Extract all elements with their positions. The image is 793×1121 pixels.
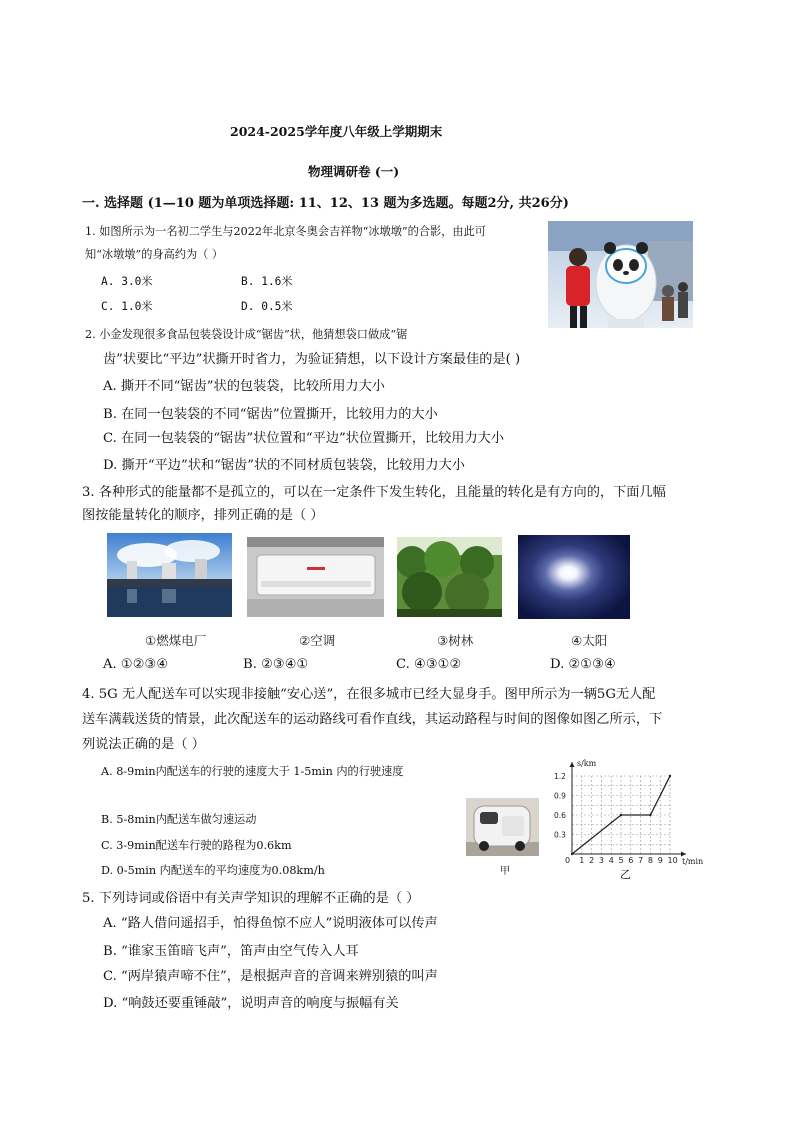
caption-forest: ③树林: [437, 633, 474, 648]
q2-option-c: C. 在同一包装袋的“锯齿”状位置和“平边”状位置撕开，比较用力大小: [103, 431, 505, 446]
x-tick-label: 3: [598, 856, 604, 865]
air-conditioner-photo: [247, 537, 384, 617]
distance-time-chart: [548, 756, 708, 880]
q2-option-d: D. 撕开“平边”状和“锯齿”状的不同材质包装袋，比较用力大小: [103, 458, 465, 473]
q3-option-d: D. ②①③④: [550, 657, 616, 672]
x-tick-label: 9: [657, 856, 663, 865]
q3-line1: 3. 各种形式的能量都不是孤立的，可以在一定条件下发生转化，且能量的转化是有方向的，下面几幅: [82, 485, 666, 500]
q3-option-c: C. ④③①②: [396, 657, 462, 672]
caption-power-plant: ①燃煤电厂: [145, 633, 207, 648]
x-tick-label: 5: [618, 856, 624, 865]
y-tick-label: 1.2: [554, 772, 566, 781]
exam-subtitle: 物理调研卷 (一): [308, 164, 400, 179]
data-point: [620, 814, 622, 816]
caption-sun: ④太阳: [571, 633, 608, 648]
q4-line3: 列说法正确的是（ ）: [82, 737, 205, 752]
q1-line1: 1. 如图所示为一名初二学生与2022年北京冬奥会吉祥物“冰墩墩”的合影，由此可: [85, 225, 486, 238]
q3-option-b: B. ②③④①: [243, 657, 309, 672]
figure-label-yi: 乙: [620, 868, 631, 881]
x-tick-label: 6: [628, 856, 634, 865]
q5-line1: 5. 下列诗词或俗语中有关声学知识的理解不正确的是（ ）: [82, 891, 420, 906]
q1-line2: 知“冰墩墩”的身高约为（ ）: [85, 248, 224, 261]
origin-label: 0: [565, 856, 571, 865]
q3-line2: 图按能量转化的顺序，排列正确的是（ ）: [82, 508, 324, 523]
exam-title: 2024-2025学年度八年级上学期期末: [230, 124, 443, 139]
q1-option-d: D. 0.5米: [241, 300, 293, 313]
x-axis-label: t/min: [682, 857, 704, 866]
q4-option-b: B. 5-8min内配送车做匀速运动: [101, 813, 257, 826]
q1-option-b: B. 1.6米: [241, 275, 293, 288]
x-tick-label: 10: [667, 856, 678, 865]
q2-line2: 齿”状要比“平边”状撕开时省力，为验证猜想，以下设计方案最佳的是( ): [103, 352, 521, 367]
y-tick-label: 0.6: [554, 811, 566, 820]
q5-option-c: C. “两岸猿声啼不住”，是根据声音的音调来辨别猿的叫声: [103, 969, 438, 984]
x-tick-label: 1: [579, 856, 585, 865]
y-tick-label: 0.9: [554, 791, 566, 801]
q4-option-c: C. 3-9min配送车行驶的路程为0.6km: [101, 839, 292, 852]
section-heading: 一. 选择题 (1—10 题为单项选择题: 11、12、13 题为多选题。每题2分, 共26分): [82, 196, 569, 211]
data-point: [669, 775, 671, 777]
q4-line1: 4. 5G 无人配送车可以实现非接触“安心送”，在很多城市已经大显身手。图甲所示为一辆5G无人配: [82, 687, 656, 702]
x-tick-label: 2: [589, 856, 595, 865]
x-tick-label: 4: [608, 856, 614, 865]
x-axis-arrow: [681, 852, 686, 857]
data-point: [649, 814, 651, 816]
mascot-photo: [548, 221, 693, 328]
q4-line2: 送车满载送货的情景，此次配送车的运动路线可看作直线，其运动路程与时间的图像如图乙所示，下: [82, 712, 663, 727]
q5-option-d: D. “响鼓还要重锤敲”，说明声音的响度与振幅有关: [103, 996, 399, 1011]
q2-line1: 2. 小金发现很多食品包装袋设计成“锯齿”状，他猜想袋口做成“锯: [85, 328, 408, 341]
q2-option-a: A. 撕开不同“锯齿”状的包装袋，比较所用力大小: [103, 379, 385, 394]
coal-power-plant-photo: [107, 533, 232, 617]
caption-air-conditioner: ②空调: [299, 633, 336, 648]
q3-option-a: A. ①②③④: [103, 657, 169, 672]
y-axis-arrow: [570, 762, 575, 767]
y-tick-label: 0.3: [554, 830, 566, 840]
x-tick-label: 7: [638, 856, 644, 865]
q5-option-b: B. “谁家玉笛暗飞声”，笛声由空气传入人耳: [103, 944, 359, 959]
q4-option-d: D. 0-5min 内配送车的平均速度为0.08km/h: [101, 864, 325, 877]
q2-option-b: B. 在同一包装袋的不同“锯齿”位置撕开，比较用力的大小: [103, 407, 438, 422]
sun-photo: [518, 535, 630, 619]
data-point: [571, 853, 573, 855]
forest-photo: [397, 537, 502, 617]
q1-option-c: C. 1.0米: [101, 300, 153, 313]
delivery-vehicle-photo: [466, 798, 539, 856]
q1-option-a: A. 3.0米: [101, 275, 153, 288]
q5-option-a: A. “路人借问遥招手，怕得鱼惊不应人”说明液体可以传声: [103, 916, 438, 931]
y-axis-label: s/km: [577, 759, 597, 768]
q4-option-a: A. 8-9min内配送车的行驶的速度大于 1-5min 内的行驶速度: [101, 765, 404, 778]
figure-label-jia: 甲: [500, 866, 510, 877]
x-tick-label: 8: [647, 856, 653, 865]
